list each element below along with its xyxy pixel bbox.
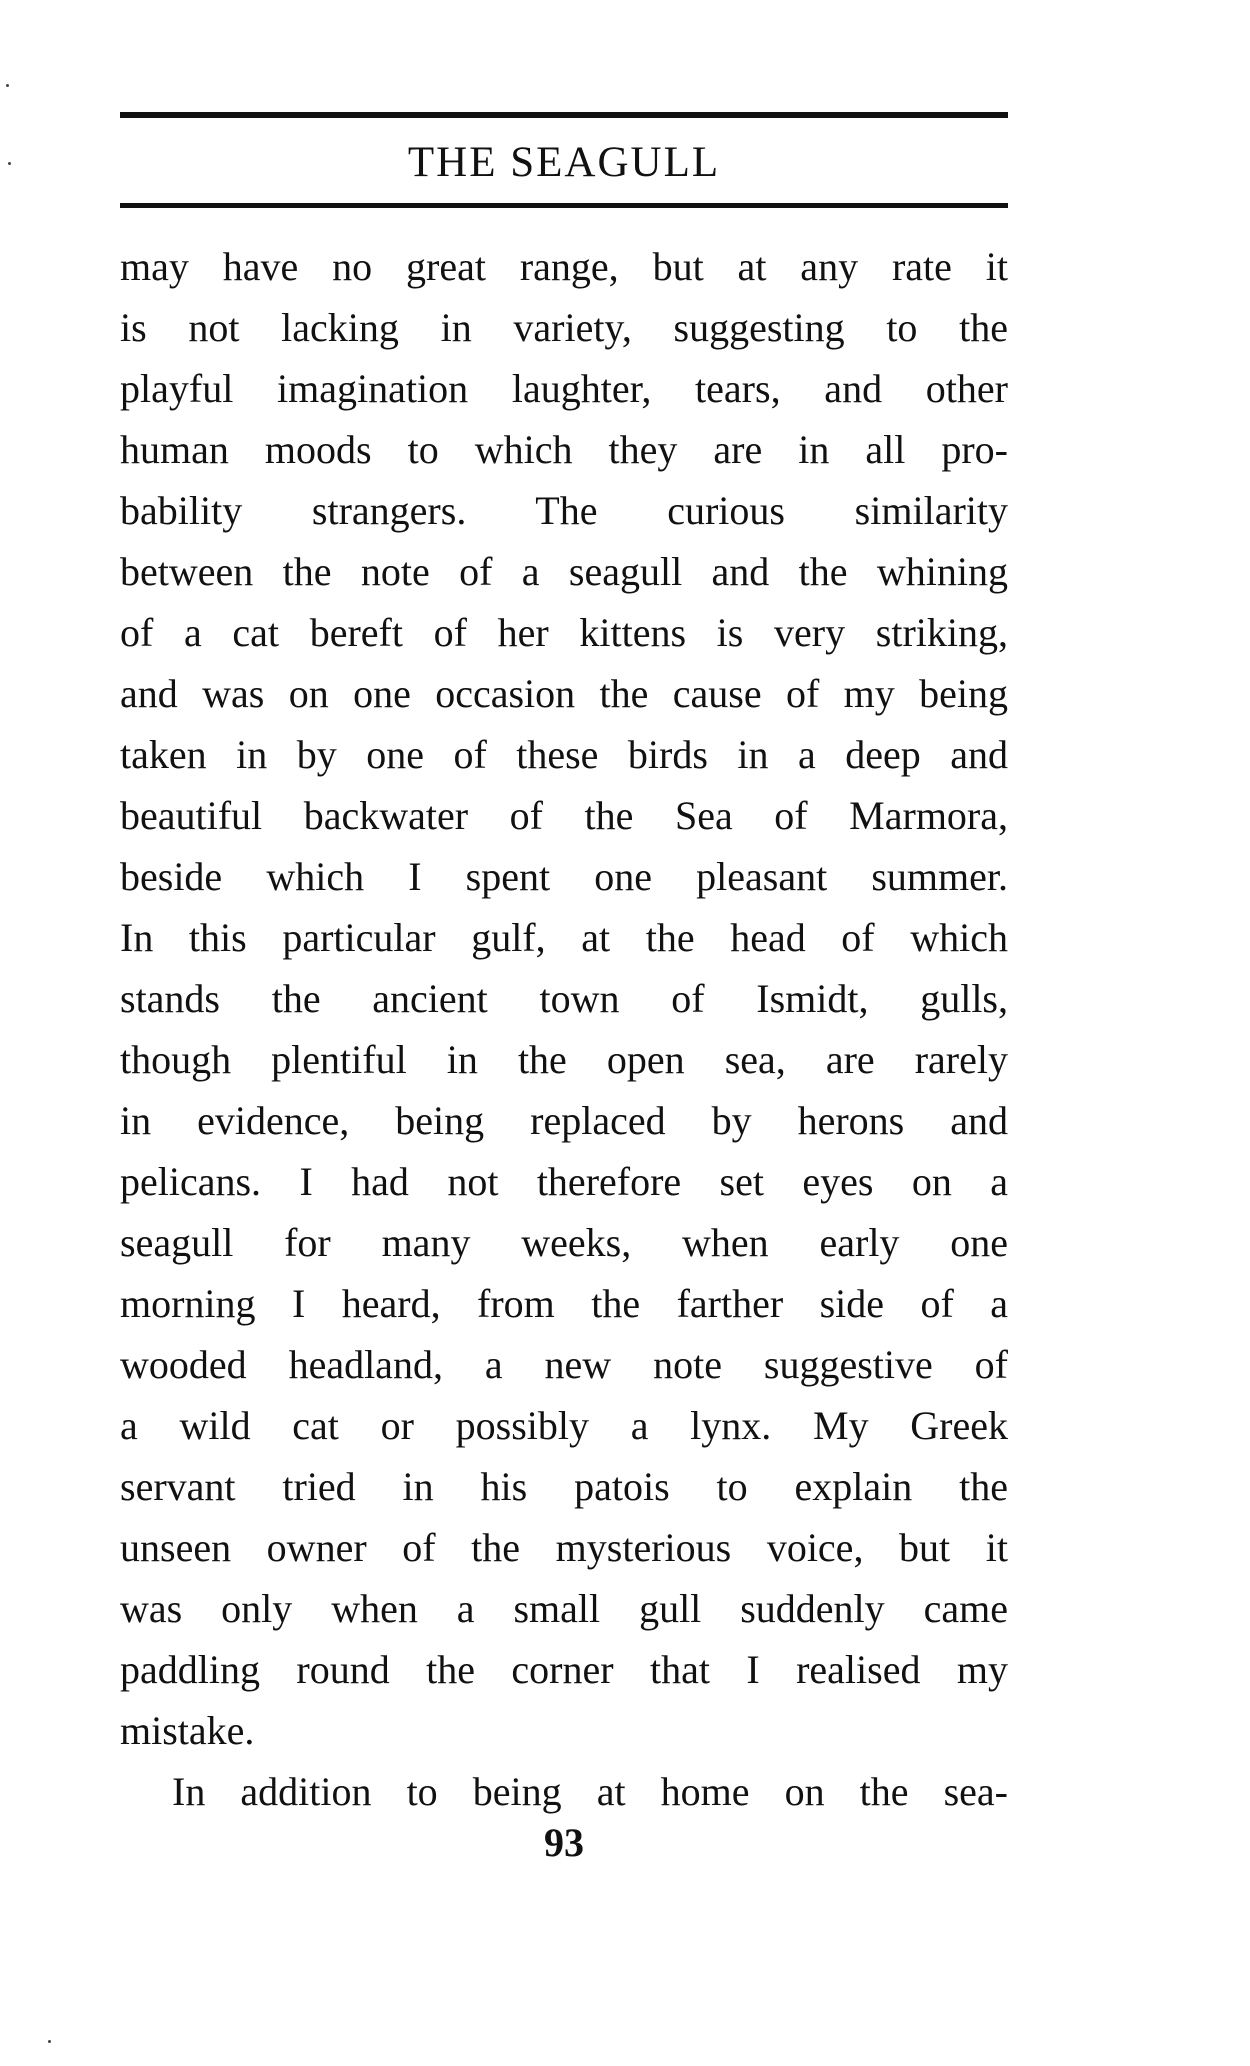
text-line: between the note of a seagull and the whining (120, 549, 1008, 594)
paragraph-start-line: In addition to being at home on the sea- (172, 1769, 1008, 1814)
text-line: beside which I spent one pleasant summer. (120, 854, 1008, 899)
text-line: stands the ancient town of Ismidt, gulls, (120, 976, 1008, 1021)
text-line: human moods to which they are in all pro- (120, 427, 1008, 472)
text-line: of a cat bereft of her kittens is very striking, (120, 610, 1008, 655)
text-line: taken in by one of these birds in a deep and (120, 732, 1008, 777)
text-line: beautiful backwater of the Sea of Marmora, (120, 793, 1008, 838)
text-line: unseen owner of the mysterious voice, but it (120, 1525, 1008, 1570)
scan-speck (8, 162, 11, 165)
scan-speck (48, 2040, 51, 2043)
text-line: though plentiful in the open sea, are rarely (120, 1037, 1008, 1082)
text-line: and was on one occasion the cause of my being (120, 671, 1008, 716)
text-line: wooded headland, a new note suggestive of (120, 1342, 1008, 1387)
text-line: a wild cat or possibly a lynx. My Greek (120, 1403, 1008, 1448)
page-number: 93 (544, 1820, 584, 1865)
text-line: seagull for many weeks, when early one (120, 1220, 1008, 1265)
header-bottom-rule (120, 203, 1008, 208)
text-line: is not lacking in variety, suggesting to the (120, 305, 1008, 350)
text-line: was only when a small gull suddenly came (120, 1586, 1008, 1631)
text-line: may have no great range, but at any rate it (120, 244, 1008, 289)
text-line: playful imagination laughter, tears, and other (120, 366, 1008, 411)
text-line: In this particular gulf, at the head of which (120, 915, 1008, 960)
text-line: in evidence, being replaced by herons and (120, 1098, 1008, 1143)
running-head: THE SEAGULL (407, 139, 721, 186)
body-text (120, 236, 1008, 1822)
header-top-rule (120, 112, 1008, 118)
text-line: paddling round the corner that I realised my (120, 1647, 1008, 1692)
text-line: pelicans. I had not therefore set eyes on a (120, 1159, 1008, 1204)
paragraph-end-line: mistake. (120, 1708, 255, 1753)
text-line: morning I heard, from the farther side of a (120, 1281, 1008, 1326)
scan-speck (6, 84, 9, 87)
text-line: servant tried in his patois to explain the (120, 1464, 1008, 1509)
text-line: bability strangers. The curious similarity (120, 488, 1008, 533)
